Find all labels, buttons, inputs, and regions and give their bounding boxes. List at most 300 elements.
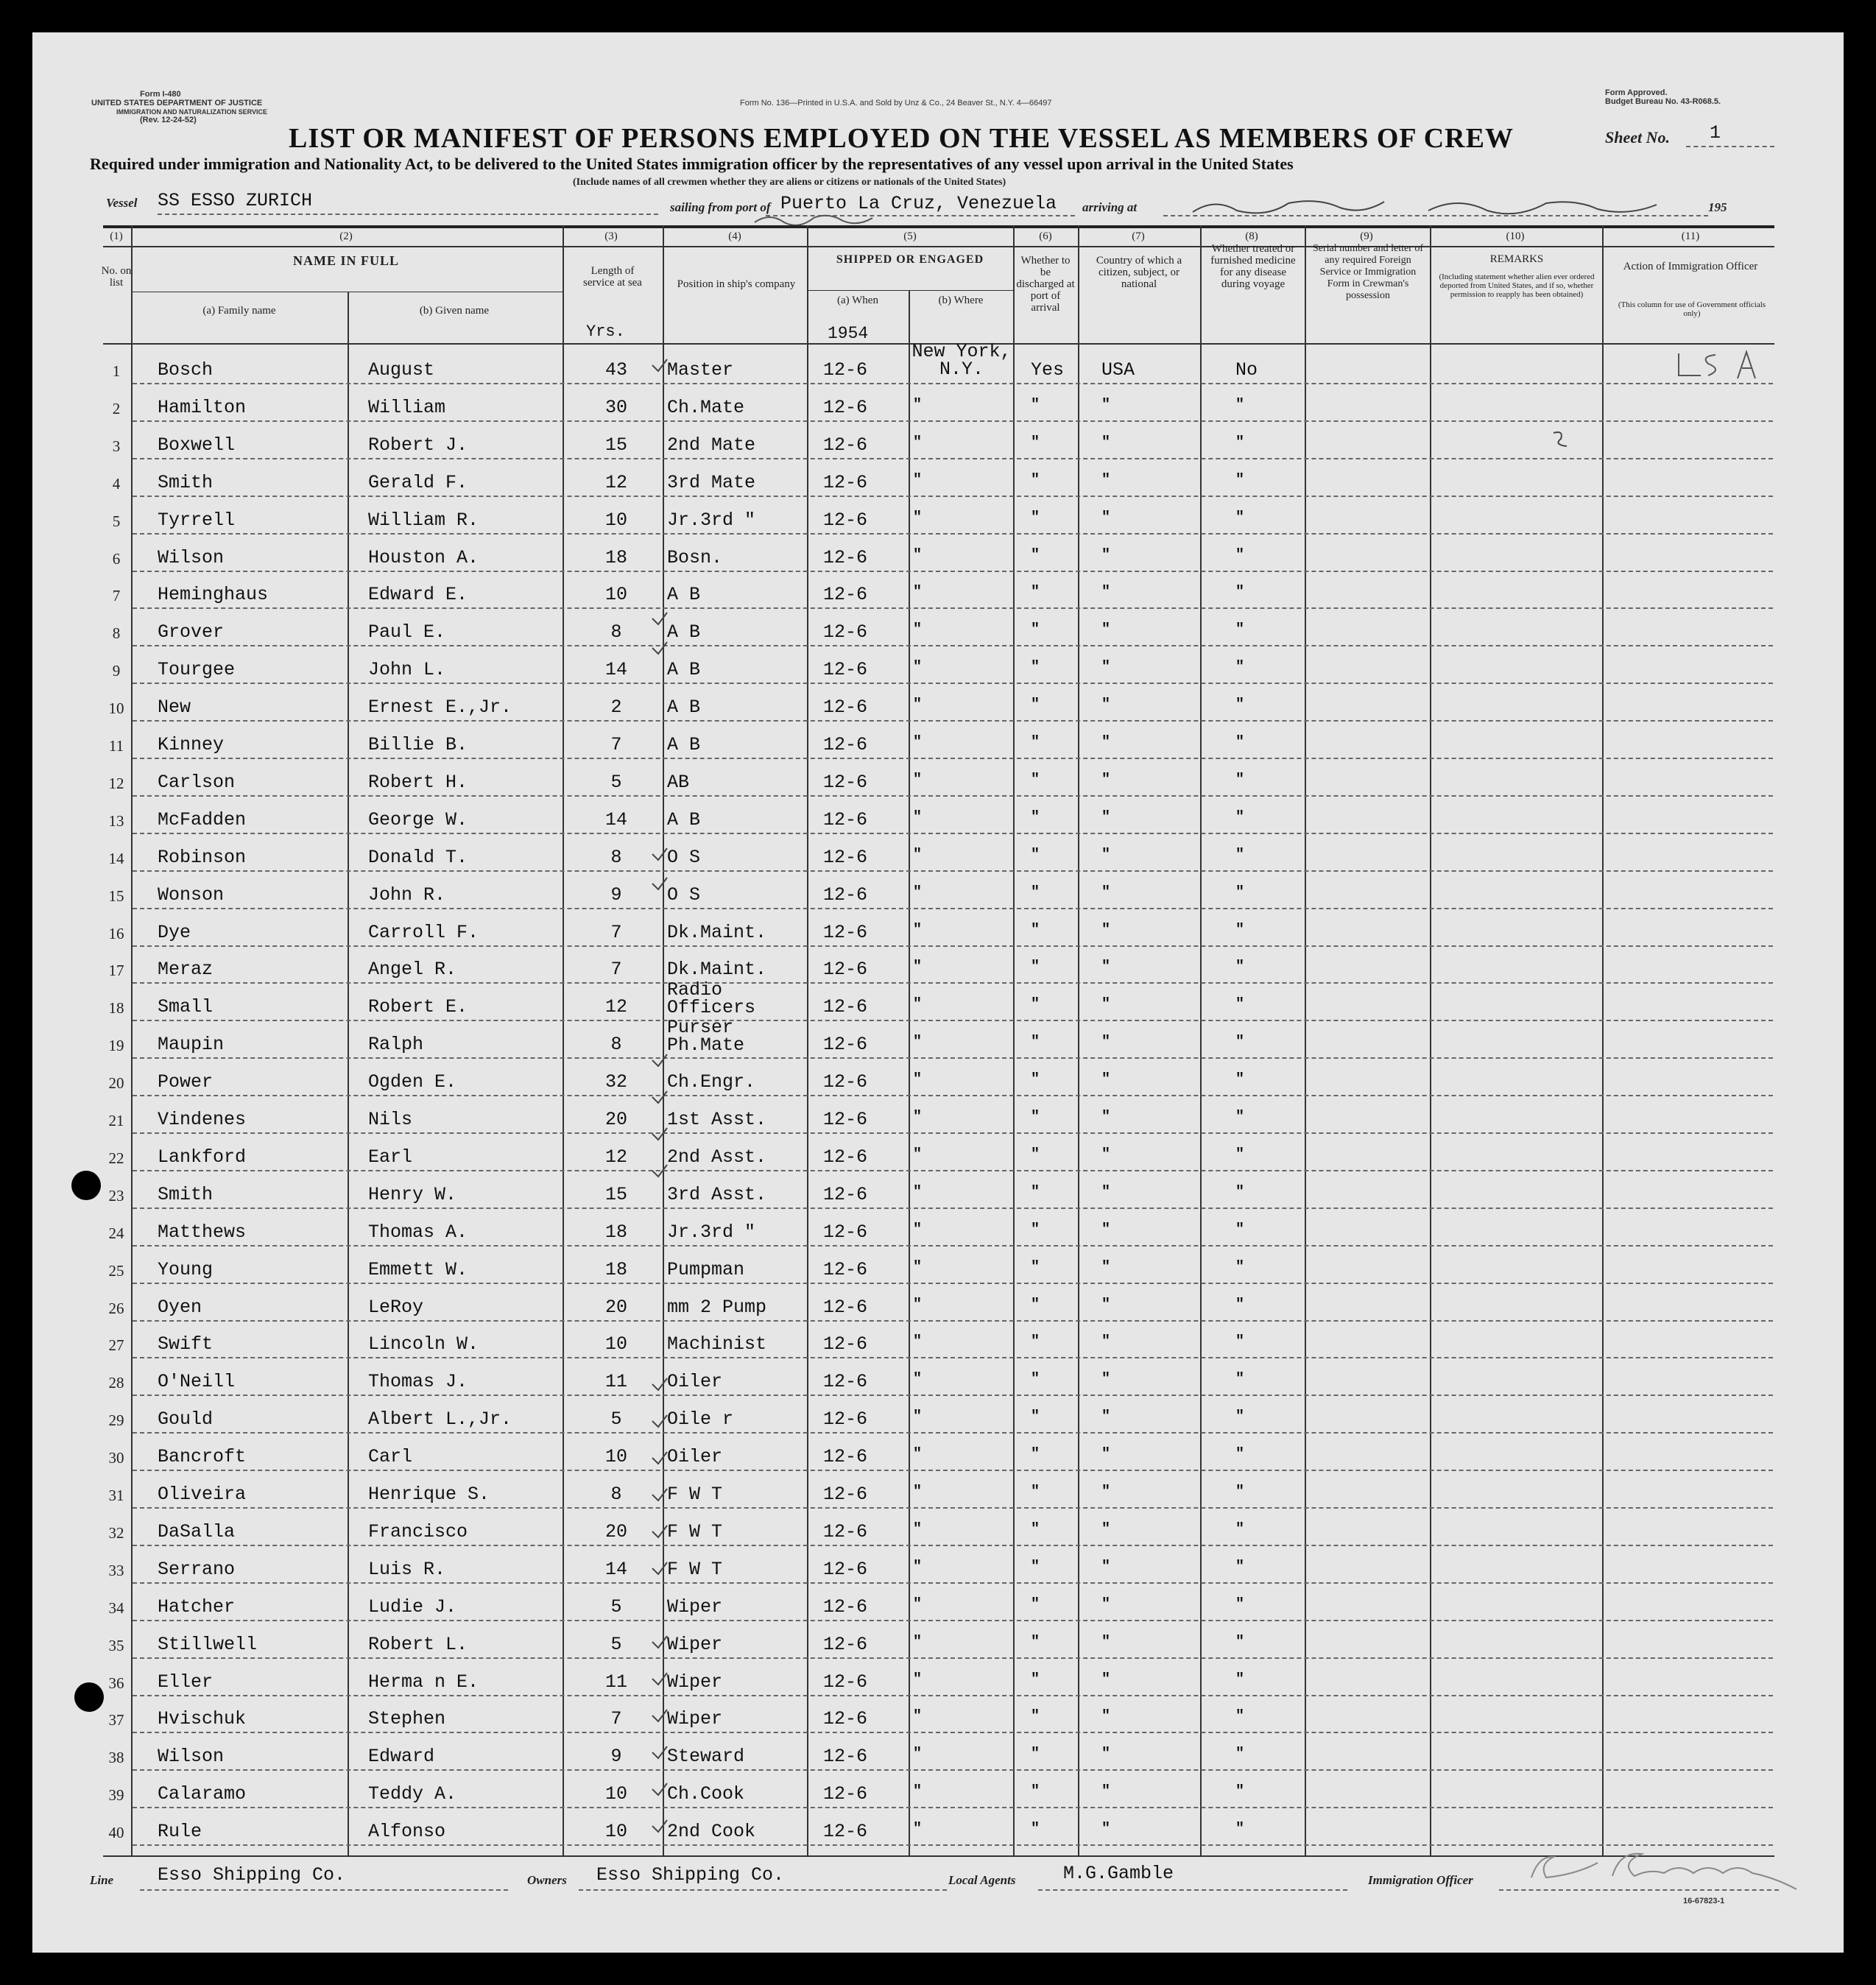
- ship-position: 3rd Mate: [667, 471, 756, 493]
- discharge-status: ": [1031, 1746, 1040, 1763]
- medicine-status: ": [1235, 1109, 1245, 1126]
- shipped-when: 12-6: [823, 808, 868, 831]
- col-officer-action: Action of Immigration Officer: [1623, 261, 1758, 272]
- col7-number: (7): [1132, 230, 1145, 242]
- discharge-status: Yes: [1031, 359, 1065, 381]
- family-name: Wilson: [158, 546, 225, 568]
- ship-position: Ch.Cook: [667, 1783, 745, 1805]
- discharge-status: ": [1031, 1371, 1040, 1389]
- ship-position: Oiler: [667, 1446, 723, 1468]
- years-of-service: 20: [604, 1296, 627, 1318]
- years-of-service: 12: [604, 996, 627, 1018]
- given-name: Henrique S.: [368, 1484, 490, 1505]
- row-number: 16: [108, 924, 124, 942]
- shipped-when: 12-6: [823, 1484, 868, 1505]
- col-remarks: REMARKS: [1489, 253, 1544, 265]
- discharge-status: ": [1031, 1446, 1040, 1464]
- family-name: Boxwell: [158, 434, 236, 456]
- family-name: Stillwell: [158, 1633, 258, 1655]
- row-number: 37: [108, 1711, 124, 1730]
- shipped-when: 12-6: [823, 1109, 868, 1130]
- discharge-status: ": [1031, 1258, 1040, 1276]
- shipped-where: ": [913, 434, 923, 451]
- shipped-when: 12-6: [823, 1071, 868, 1093]
- shipped-when: 12-6: [823, 359, 868, 381]
- citizenship-country: ": [1101, 546, 1111, 564]
- citizenship-country: ": [1101, 1708, 1111, 1726]
- medicine-status: ": [1235, 1221, 1245, 1238]
- years-of-service: 43: [604, 359, 627, 381]
- shipped-where: ": [913, 1633, 923, 1651]
- citizenship-country: ": [1101, 509, 1111, 526]
- given-name: George W.: [368, 808, 468, 831]
- ship-position: F W T: [667, 1558, 723, 1580]
- discharge-status: ": [1031, 434, 1040, 451]
- family-name: Hamilton: [158, 396, 247, 418]
- ship-position: Jr.3rd ": [667, 1221, 756, 1243]
- discharge-status: ": [1031, 697, 1040, 714]
- shipped-when: 12-6: [823, 1371, 868, 1393]
- ship-position: Purser Ph.Mate: [667, 1017, 745, 1057]
- col1-number: (1): [110, 230, 123, 242]
- citizenship-country: ": [1101, 697, 1111, 714]
- shipped-when: 12-6: [823, 584, 868, 606]
- inclusion-note: (Include names of all crewmen whether they are aliens or citizens or nationals of the United States): [573, 177, 1006, 188]
- shipped-when: 12-6: [823, 659, 868, 681]
- row-number: 9: [112, 662, 121, 680]
- ship-position: Dk.Maint.: [667, 921, 767, 943]
- family-name: Meraz: [158, 959, 214, 981]
- ship-position: A B: [667, 808, 701, 831]
- ship-position: O S: [667, 884, 701, 906]
- row-number: 2: [112, 399, 121, 417]
- given-name: Paul E.: [368, 621, 446, 644]
- shipped-when: 12-6: [823, 921, 868, 943]
- citizenship-country: ": [1101, 1446, 1111, 1464]
- medicine-status: ": [1235, 1596, 1245, 1613]
- shipped-where: ": [913, 1371, 923, 1389]
- shipped-when: 12-6: [823, 1146, 868, 1168]
- col3-number: (3): [604, 230, 618, 242]
- medicine-status: ": [1235, 846, 1245, 864]
- row-number: 12: [108, 774, 124, 792]
- shipped-when: 12-6: [823, 1821, 868, 1843]
- col-position: Position in ship's company: [677, 278, 796, 290]
- budget-bureau: Budget Bureau No. 43-R068.5.: [1605, 97, 1721, 106]
- shipped-where: ": [913, 1146, 923, 1163]
- family-name: Swift: [158, 1333, 214, 1355]
- family-name: Bosch: [158, 359, 214, 381]
- years-of-service: 18: [604, 1258, 627, 1280]
- shipped-when: 12-6: [823, 734, 868, 755]
- col-years-unit: Yrs.: [586, 322, 625, 341]
- row-number: 1: [112, 362, 121, 380]
- discharge-status: ": [1031, 1183, 1040, 1201]
- shipped-when: 12-6: [823, 1633, 868, 1655]
- shipped-where: ": [913, 996, 923, 1014]
- given-name: Stephen: [368, 1708, 446, 1730]
- ship-position: F W T: [667, 1520, 723, 1542]
- row-number: 6: [112, 549, 121, 568]
- ship-position: 2nd Mate: [667, 434, 756, 456]
- col-family-name: (a) Family name: [202, 305, 276, 317]
- medicine-status: ": [1235, 1821, 1245, 1838]
- shipped-where: ": [913, 734, 923, 751]
- medicine-status: ": [1235, 546, 1245, 564]
- col-shipped-or-engaged: SHIPPED OR ENGAGED: [836, 253, 984, 266]
- medicine-status: ": [1235, 1746, 1245, 1763]
- row-number: 30: [108, 1449, 124, 1467]
- line-company: Esso Shipping Co.: [158, 1864, 346, 1886]
- years-of-service: 8: [610, 1484, 622, 1505]
- ship-position: 2nd Cook: [667, 1821, 756, 1843]
- arriving-label: arriving at: [1082, 200, 1138, 214]
- citizenship-country: ": [1101, 471, 1111, 489]
- ship-position: Bosn.: [667, 546, 723, 568]
- row-number: 11: [108, 737, 124, 755]
- given-name: Thomas J.: [368, 1371, 468, 1393]
- medicine-status: ": [1235, 434, 1245, 451]
- family-name: Carlson: [158, 771, 236, 793]
- col8-number: (8): [1245, 230, 1258, 242]
- years-of-service: 15: [604, 434, 627, 456]
- form-approved: Form Approved.: [1605, 88, 1668, 97]
- family-name: Bancroft: [158, 1446, 247, 1468]
- row-number: 29: [108, 1411, 124, 1430]
- given-name: Angel R.: [368, 959, 457, 981]
- ship-position: Wiper: [667, 1596, 723, 1618]
- years-of-service: 32: [604, 1071, 627, 1093]
- years-of-service: 12: [604, 1146, 627, 1168]
- row-number: 3: [112, 437, 121, 455]
- shipped-when: 12-6: [823, 846, 868, 868]
- ship-position: 1st Asst.: [667, 1109, 767, 1130]
- col10-number: (10): [1506, 230, 1525, 242]
- citizenship-country: ": [1101, 996, 1111, 1014]
- shipped-where: ": [913, 396, 923, 414]
- row-number: 35: [108, 1636, 124, 1654]
- years-of-service: 5: [610, 1633, 622, 1655]
- year-suffix: 195: [1708, 200, 1727, 214]
- punch-hole-icon: [74, 1682, 104, 1712]
- ship-position: Ch.Engr.: [667, 1071, 756, 1093]
- sailing-label: sailing from port of: [670, 200, 771, 214]
- discharge-status: ": [1031, 808, 1040, 826]
- ship-position: Wiper: [667, 1708, 723, 1730]
- row-number: 7: [112, 587, 121, 605]
- years-of-service: 7: [610, 734, 622, 755]
- row-number: 15: [108, 886, 124, 905]
- citizenship-country: ": [1101, 1746, 1111, 1763]
- medicine-status: ": [1235, 1446, 1245, 1464]
- officer-handwritten-mark: [1671, 346, 1782, 383]
- row-number: 22: [108, 1149, 124, 1167]
- shipped-where: ": [913, 1558, 923, 1576]
- citizenship-country: ": [1101, 1258, 1111, 1276]
- discharge-status: ": [1031, 734, 1040, 751]
- discharge-status: ": [1031, 771, 1040, 789]
- row-number: 24: [108, 1224, 124, 1242]
- given-name: Albert L.,Jr.: [368, 1408, 512, 1431]
- given-name: Lincoln W.: [368, 1333, 479, 1355]
- shipped-where: ": [913, 1708, 923, 1726]
- ship-position: 2nd Asst.: [667, 1146, 767, 1168]
- family-name: Heminghaus: [158, 584, 269, 606]
- vessel-name: SS ESSO ZURICH: [158, 190, 313, 211]
- discharge-status: ": [1031, 1558, 1040, 1576]
- family-name: Calaramo: [158, 1783, 247, 1805]
- shipped-when: 12-6: [823, 621, 868, 644]
- years-of-service: 15: [604, 1183, 627, 1205]
- given-name: Robert E.: [368, 996, 468, 1018]
- given-name: Nils: [368, 1109, 413, 1130]
- row-number: 17: [108, 962, 124, 980]
- shipped-where: ": [913, 621, 923, 639]
- discharge-status: ": [1031, 659, 1040, 677]
- arrival-handwriting: [1185, 191, 1715, 221]
- shipped-where: New York, N.Y.: [911, 341, 1012, 380]
- row-number: 8: [112, 624, 121, 643]
- row-number: 25: [108, 1261, 124, 1280]
- shipped-when: 12-6: [823, 1183, 868, 1205]
- medicine-status: ": [1235, 1296, 1245, 1314]
- row-number: 31: [108, 1487, 124, 1504]
- col-when: (a) When: [837, 295, 878, 306]
- row-number: 5: [112, 512, 121, 530]
- family-name: Tourgee: [158, 659, 236, 681]
- discharge-status: ": [1031, 1034, 1040, 1051]
- shipped-where: ": [913, 1071, 923, 1089]
- discharge-status: ": [1031, 584, 1040, 602]
- family-name: Eller: [158, 1671, 214, 1693]
- discharge-status: ": [1031, 1484, 1040, 1501]
- family-name: Oyen: [158, 1296, 202, 1318]
- discharge-status: ": [1031, 1520, 1040, 1538]
- sheet-number: 1: [1710, 122, 1721, 144]
- shipped-when: 12-6: [823, 546, 868, 568]
- discharge-status: ": [1031, 1333, 1040, 1351]
- family-name: DaSalla: [158, 1520, 236, 1542]
- officer-label: Immigration Officer: [1368, 1873, 1473, 1887]
- years-of-service: 2: [610, 697, 622, 719]
- citizenship-country: ": [1101, 1408, 1111, 1426]
- years-of-service: 8: [610, 846, 622, 868]
- medicine-status: ": [1235, 1371, 1245, 1389]
- shipped-where: ": [913, 1520, 923, 1538]
- medicine-status: ": [1235, 396, 1245, 414]
- medicine-status: ": [1235, 1671, 1245, 1688]
- years-of-service: 11: [604, 1371, 627, 1393]
- medicine-status: ": [1235, 659, 1245, 677]
- citizenship-country: ": [1101, 434, 1111, 451]
- citizenship-country: ": [1101, 1034, 1111, 1051]
- citizenship-country: ": [1101, 921, 1111, 939]
- years-of-service: 5: [610, 1408, 622, 1431]
- discharge-status: ": [1031, 1071, 1040, 1089]
- shipped-year: 1954: [828, 324, 869, 343]
- citizenship-country: ": [1101, 1371, 1111, 1389]
- family-name: Young: [158, 1258, 214, 1280]
- family-name: Hatcher: [158, 1596, 236, 1618]
- col-no-on-list: No. on list: [101, 265, 132, 289]
- citizenship-country: ": [1101, 1221, 1111, 1238]
- given-name: Henry W.: [368, 1183, 457, 1205]
- ship-position: Steward: [667, 1746, 745, 1768]
- col-length-of-service: Length of service at sea: [583, 265, 642, 289]
- discharge-status: ": [1031, 1408, 1040, 1426]
- shipped-when: 12-6: [823, 471, 868, 493]
- row-number: 26: [108, 1299, 124, 1317]
- citizenship-country: ": [1101, 771, 1111, 789]
- family-name: New: [158, 697, 191, 719]
- medicine-status: ": [1235, 509, 1245, 526]
- vessel-label: Vessel: [106, 196, 138, 210]
- shipped-when: 12-6: [823, 1034, 868, 1056]
- family-name: Wilson: [158, 1746, 225, 1768]
- years-of-service: 7: [610, 959, 622, 981]
- citizenship-country: ": [1101, 621, 1111, 639]
- shipped-where: ": [913, 659, 923, 677]
- shipped-where: ": [913, 509, 923, 526]
- row-number: 33: [108, 1561, 124, 1579]
- years-of-service: 10: [604, 1821, 627, 1843]
- given-name: Alfonso: [368, 1821, 446, 1843]
- medicine-status: ": [1235, 959, 1245, 976]
- ship-position: A B: [667, 621, 701, 644]
- col-given-name: (b) Given name: [419, 305, 490, 317]
- given-name: Donald T.: [368, 846, 468, 868]
- col-serial-number: Serial number and letter of any required Foreign Service or Immigration Form in Crewman's possession: [1312, 243, 1424, 301]
- years-of-service: 14: [604, 808, 627, 831]
- shipped-where: ": [913, 1446, 923, 1464]
- given-name: August: [368, 359, 435, 381]
- shipped-where: ": [913, 808, 923, 826]
- ship-position: Ch.Mate: [667, 396, 745, 418]
- ship-position: Oiler: [667, 1371, 723, 1393]
- discharge-status: ": [1031, 996, 1040, 1014]
- ship-position: O S: [667, 846, 701, 868]
- shipped-when: 12-6: [823, 697, 868, 719]
- shipped-where: ": [913, 1221, 923, 1238]
- given-name: William R.: [368, 509, 479, 531]
- medicine-status: ": [1235, 1633, 1245, 1651]
- given-name: John R.: [368, 884, 446, 906]
- officer-signature: [1517, 1841, 1826, 1892]
- ship-position: Jr.3rd ": [667, 509, 756, 531]
- medicine-status: No: [1235, 359, 1258, 381]
- medicine-status: ": [1235, 1258, 1245, 1276]
- shipped-where: ": [913, 1258, 923, 1276]
- ship-position: AB: [667, 771, 690, 793]
- row-number: 28: [108, 1374, 124, 1392]
- shipped-where: ": [913, 546, 923, 564]
- shipped-when: 12-6: [823, 396, 868, 418]
- discharge-status: ": [1031, 1221, 1040, 1238]
- family-name: Kinney: [158, 734, 225, 755]
- shipped-where: ": [913, 1183, 923, 1201]
- col2-number: (2): [339, 230, 353, 242]
- departure-port: Puerto La Cruz, Venezuela: [780, 193, 1057, 214]
- citizenship-country: ": [1101, 1783, 1111, 1801]
- years-of-service: 14: [604, 1558, 627, 1580]
- shipped-when: 12-6: [823, 1446, 868, 1468]
- years-of-service: 9: [610, 1746, 622, 1768]
- shipped-where: ": [913, 697, 923, 714]
- given-name: Robert J.: [368, 434, 468, 456]
- col-name-in-full: NAME IN FULL: [292, 253, 399, 268]
- citizenship-country: ": [1101, 584, 1111, 602]
- family-name: Hvischuk: [158, 1708, 247, 1730]
- citizenship-country: ": [1101, 808, 1111, 826]
- years-of-service: 10: [604, 1333, 627, 1355]
- medicine-status: ": [1235, 808, 1245, 826]
- row-number: 4: [112, 474, 121, 493]
- given-name: Edward: [368, 1746, 435, 1768]
- years-of-service: 18: [604, 546, 627, 568]
- citizenship-country: ": [1101, 396, 1111, 414]
- row-number: 18: [108, 999, 124, 1018]
- family-name: Smith: [158, 471, 214, 493]
- medicine-status: ": [1235, 621, 1245, 639]
- discharge-status: ": [1031, 1783, 1040, 1801]
- page-title: LIST OR MANIFEST OF PERSONS EMPLOYED ON THE VESSEL AS MEMBERS OF CREW: [289, 123, 1514, 154]
- col-remarks-note: (Including statement whether alien ever ordered deported from United States, and if so, whether permission to reapply has been obtained): [1439, 272, 1595, 299]
- family-name: Oliveira: [158, 1484, 247, 1505]
- shipped-where: ": [913, 1484, 923, 1501]
- row-number: 38: [108, 1749, 124, 1767]
- shipped-where: ": [913, 1746, 923, 1763]
- medicine-status: ": [1235, 1708, 1245, 1726]
- citizenship-country: ": [1101, 1671, 1111, 1688]
- col-discharged: Whether to be discharged at port of arrival: [1016, 255, 1075, 314]
- subtitle: Required under immigration and Nationality Act, to be delivered to the United States immigration officer by the representatives of any vessel upon arrival in the United States: [90, 155, 1294, 173]
- years-of-service: 9: [610, 884, 622, 906]
- col-officer-note: (This column for use of Government officials only): [1618, 300, 1766, 318]
- discharge-status: ": [1031, 1296, 1040, 1314]
- discharge-status: ": [1031, 1146, 1040, 1163]
- col5-number: (5): [903, 230, 917, 242]
- shipped-when: 12-6: [823, 1258, 868, 1280]
- given-name: Ralph: [368, 1034, 424, 1056]
- given-name: Earl: [368, 1146, 413, 1168]
- shipped-where: ": [913, 1408, 923, 1426]
- col-where: (b) Where: [938, 295, 984, 306]
- discharge-status: ": [1031, 846, 1040, 864]
- medicine-status: ": [1235, 1558, 1245, 1576]
- discharge-status: ": [1031, 1671, 1040, 1688]
- citizenship-country: ": [1101, 846, 1111, 864]
- discharge-status: ": [1031, 509, 1040, 526]
- col-medicine: Whether treated or furnished medicine for any disease during voyage: [1210, 243, 1296, 290]
- citizenship-country: ": [1101, 1146, 1111, 1163]
- citizenship-country: ": [1101, 1633, 1111, 1651]
- shipped-where: ": [913, 1783, 923, 1801]
- row-number: 40: [108, 1824, 124, 1842]
- row-number: 10: [108, 699, 124, 718]
- shipped-where: ": [913, 1596, 923, 1613]
- ship-position: Oile r: [667, 1408, 734, 1431]
- shipped-when: 12-6: [823, 884, 868, 906]
- given-name: Robert H.: [368, 771, 468, 793]
- local-agents: M.G.Gamble: [1063, 1863, 1174, 1884]
- years-of-service: 14: [604, 659, 627, 681]
- given-name: Teddy A.: [368, 1783, 457, 1805]
- row-number: 23: [108, 1186, 124, 1205]
- col-country: Country of which a citizen, subject, or national: [1096, 255, 1182, 290]
- shipped-where: ": [913, 471, 923, 489]
- ship-position: 3rd Asst.: [667, 1183, 767, 1205]
- owners-company: Esso Shipping Co.: [596, 1864, 785, 1886]
